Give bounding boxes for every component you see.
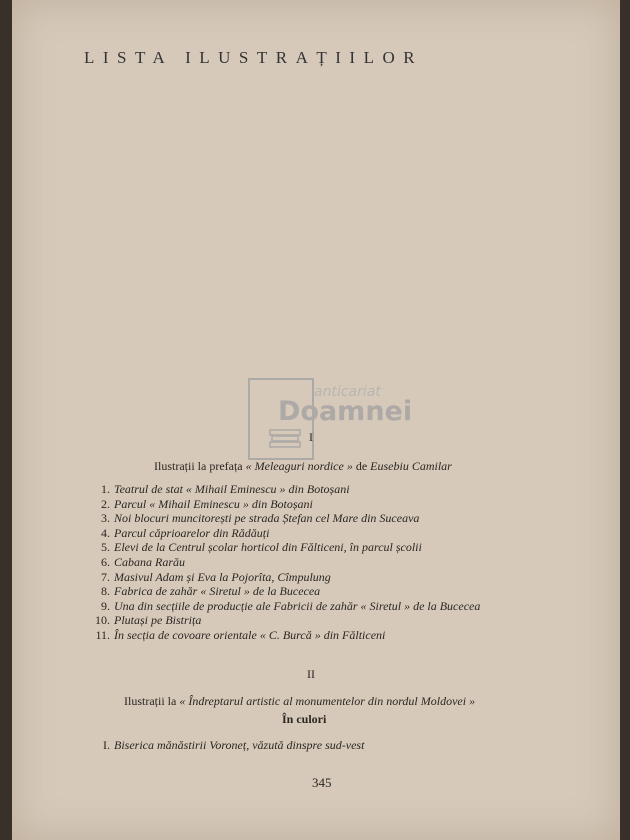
item-text: Biserica mănăstirii Voroneț, văzută dinspre sud-vest: [114, 738, 365, 752]
list-item: [92, 511, 612, 526]
watermark-big-text: Doamnei: [278, 396, 413, 427]
item-text: Parcul căprioarelor din Rădăuți: [114, 525, 270, 540]
section-number-1: I: [309, 430, 313, 444]
section-2-subheading: În culori: [282, 712, 327, 726]
list-item: [92, 497, 612, 512]
item-text: Plutași pe Bistrița: [114, 613, 202, 628]
item-number: 9.: [101, 598, 110, 613]
caption-work: « Meleaguri nordice »: [245, 459, 353, 473]
item-text: Teatrul de stat « Mihail Eminescu » din Botoșani: [114, 482, 350, 496]
list-item: [92, 540, 612, 555]
list-item: [92, 555, 612, 570]
item-text: Cabana Rarău: [114, 554, 186, 569]
item-number: 10.: [95, 613, 110, 628]
caption-prefix: Ilustrații la prefața: [154, 459, 243, 473]
item-number: 1.: [101, 482, 110, 496]
list-item: [92, 613, 612, 628]
list-item: [92, 628, 612, 643]
item-number: 6.: [101, 554, 110, 569]
section-2-caption: [124, 694, 475, 709]
watermark-logo: [248, 378, 418, 458]
item-text: Fabrica de zahăr « Siretul » de la Bucecea: [114, 584, 321, 599]
item-number: 4.: [101, 525, 110, 540]
item-text: În secția de covoare orientale « C. Burcă » din Fălticeni: [114, 627, 386, 642]
item-number: 3.: [101, 511, 110, 526]
section-1-list: [92, 482, 612, 643]
list-item: [92, 482, 612, 497]
item-text: Parcul « Mihail Eminescu » din Botoșani: [114, 496, 313, 511]
caption-author: Eusebiu Camilar: [370, 459, 452, 473]
watermark-small-text: anticariat: [314, 384, 381, 400]
item-text: Una din secțiile de producție ale Fabricii de zahăr « Siretul » de la Bucecea: [114, 598, 481, 613]
list-item: [92, 599, 612, 614]
list-item: [92, 584, 612, 599]
books-icon: [268, 428, 302, 448]
item-text: Noi blocuri muncitorești pe strada Ștefan cel Mare din Suceava: [114, 511, 420, 526]
caption-mid: de: [355, 459, 368, 473]
page-title: LISTA ILUSTRAȚIILOR: [84, 48, 424, 67]
list-item: [92, 526, 612, 541]
book-page: [12, 0, 620, 840]
section-2-list: [92, 738, 612, 753]
item-number: 11.: [95, 627, 110, 642]
list-item: [92, 570, 612, 585]
item-number: 5.: [101, 540, 110, 555]
section-number-2: II: [307, 667, 315, 681]
list-item: [92, 738, 612, 753]
caption-prefix: Ilustrații la: [124, 694, 177, 708]
item-number: 7.: [101, 569, 110, 584]
item-text: Elevi de la Centrul școlar horticol din Fălticeni, în parcul școlii: [114, 540, 422, 555]
page-number: 345: [312, 775, 332, 790]
item-number: I.: [103, 738, 110, 752]
caption-work: « Îndreptarul artistic al monumentelor din nordul Moldovei »: [179, 694, 476, 708]
item-text: Masivul Adam și Eva la Pojorîta, Cîmpulung: [114, 569, 331, 584]
section-1-caption: [154, 459, 452, 474]
item-number: 2.: [101, 496, 110, 511]
item-number: 8.: [101, 584, 110, 599]
